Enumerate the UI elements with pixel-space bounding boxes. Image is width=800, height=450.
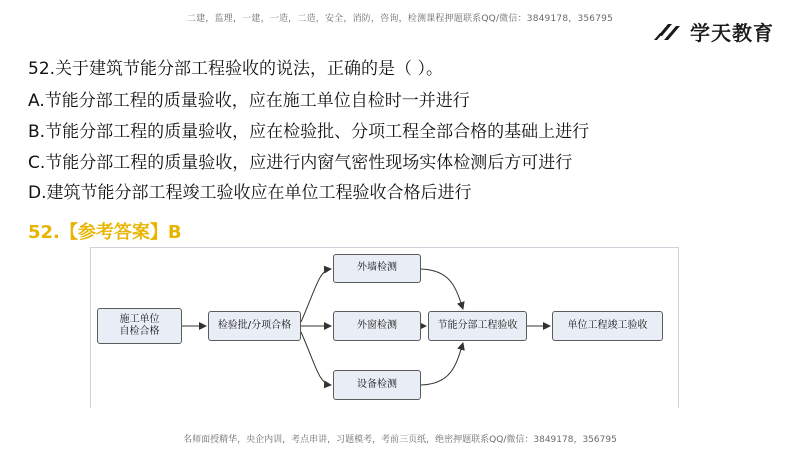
node-unit-completion <box>552 311 663 341</box>
flow-diagram <box>90 247 679 411</box>
header-watermark: 二建，监理，一建，一造，二造，安全，消防，咨询，检测课程押题联系QQ/微信：3849178，356795 <box>186 14 614 24</box>
node-window-test-label: 外窗检测 <box>357 319 397 331</box>
node-construction-self-check <box>97 308 182 344</box>
node-unit-completion-label: 单位工程竣工验收 <box>567 319 648 331</box>
option-b: B.节能分部工程的质量验收，应在检验批、分项工程全部合格的基础上进行 <box>28 122 590 142</box>
arrow-lot-to-equipment <box>301 332 331 385</box>
brand-logo-icon <box>654 20 684 42</box>
header-bar <box>0 0 800 46</box>
question-title: 52.关于建筑节能分部工程验收的说法，正确的是（ ）。 <box>28 59 443 79</box>
node-equipment-test <box>333 370 421 400</box>
reference-answer: 52.【参考答案】B <box>28 222 182 243</box>
option-a: A.节能分部工程的质量验收，应在施工单位自检时一并进行 <box>28 91 470 111</box>
node-wall-test <box>333 254 421 283</box>
node-inspection-lot <box>208 311 301 341</box>
brand-logo <box>654 18 774 44</box>
node-wall-test-label: 外墙检测 <box>357 262 397 274</box>
brand-logo-text: 学天教育 <box>690 20 774 45</box>
arrow-equipment-to-acceptance <box>421 343 463 385</box>
arrow-wall-to-acceptance <box>421 269 463 309</box>
option-d: D.建筑节能分部工程竣工验收应在单位工程验收合格后进行 <box>28 183 472 203</box>
arrow-lot-to-wall <box>301 269 331 322</box>
node-equipment-test-label: 设备检测 <box>357 378 397 390</box>
node-construction-self-check-label: 施工单位 自检合格 <box>119 313 160 337</box>
node-energy-acceptance <box>428 311 527 341</box>
node-window-test <box>333 311 421 341</box>
footer-watermark: 名师面授精华，央企内训，考点串讲，习题模考，考前三页纸，绝密押题联系QQ/微信：3849178，356795 <box>183 435 617 445</box>
node-energy-acceptance-label: 节能分部工程验收 <box>437 319 518 331</box>
option-c: C.节能分部工程的质量验收，应进行内窗气密性现场实体检测后方可进行 <box>28 153 573 173</box>
node-inspection-lot-label: 检验批/分项合格 <box>217 319 292 331</box>
